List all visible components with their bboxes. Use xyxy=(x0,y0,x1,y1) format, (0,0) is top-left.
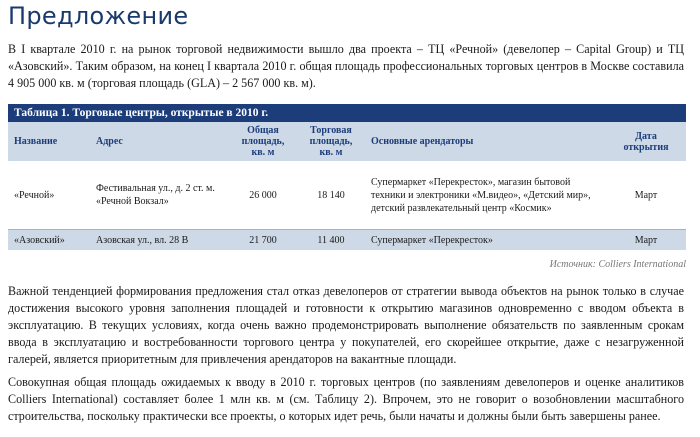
cell-date: Март xyxy=(606,230,686,250)
table-header-row xyxy=(8,122,686,161)
table-source: Источник: Colliers International xyxy=(549,259,686,270)
cell-tenants: Супермаркет «Перекресток», магазин бытовой техники и электроники «М.видео», «Детский мир», детский развлекательный центр «Космик» xyxy=(371,176,591,214)
cell-date: Март xyxy=(634,189,658,201)
cell-address: Азовская ул., вл. 28 В xyxy=(90,230,229,250)
column-header-address: Адрес xyxy=(90,122,229,161)
shopping-centers-table xyxy=(8,104,686,250)
intro-paragraph: В I квартале 2010 г. на рынок торговой недвижимости вышло два проекта – ТЦ «Речной» (девелопер – Capital Group) и ТЦ «Азовский». Таким образом, на конец I квартала 2010 г. общая площадь профессиональных торговых центров в Москве составила 4 905 000 кв. м (торговая площадь (GLA) – 2 567 000 кв. м). xyxy=(8,42,684,90)
cell-address: Фестивальная ул., д. 2 ст. м. «Речной Вокзал» xyxy=(96,183,215,207)
cell-trade-area: 11 400 xyxy=(297,230,365,250)
column-header-name: Название xyxy=(8,122,90,161)
forecast-paragraph: Совокупная общая площадь ожидаемых к вводу в 2010 г. торговых центров (по заявлениям девелоперов и оценке аналитиков Colliers International) составляет более 1 млн кв. м (см. Таблицу 2). Впрочем, это не говорит о возобновлении масштабного строительства, поскольку практически все проекты, о которых идет речь, были начаты и должны были быть завершены ранее. xyxy=(8,375,684,423)
table-row xyxy=(8,230,686,250)
cell-total-area: 26 000 xyxy=(249,189,277,201)
column-header-tenants: Основные арендаторы xyxy=(365,122,606,161)
section-title: Предложение xyxy=(8,2,189,30)
cell-name: «Азовский» xyxy=(8,230,90,250)
table-caption: Таблица 1. Торговые центры, открытые в 2010 г. xyxy=(8,104,686,122)
column-header-date: Дата открытия xyxy=(606,122,686,161)
cell-total-area: 21 700 xyxy=(229,230,297,250)
column-header-total-area: Общая площадь, кв. м xyxy=(229,122,297,161)
cell-trade-area: 18 140 xyxy=(317,189,345,201)
table-caption-row xyxy=(8,104,686,122)
trend-paragraph: Важной тенденцией формирования предложения стал отказ девелоперов от стратегии вывода объектов на рынок только в случае достижения высокого уровня заполнения площадей и готовности к открытию магазинов одновременно с вводом объекта в эксплуатацию. В текущих условиях, когда очень важно продемонстрировать выполнение обязательств по заявленным срокам ввода в эксплуатацию и востребованности торгового центра у покупателей, его скорейшее открытие, даже с незагруженной галерей, является приоритетным для привлечения арендаторов на вакантные площади. xyxy=(8,284,684,366)
table-row xyxy=(8,161,686,229)
cell-tenants: Супермаркет «Перекресток» xyxy=(365,230,606,250)
cell-name: «Речной» xyxy=(14,189,55,201)
column-header-trade-area: Торговая площадь, кв. м xyxy=(297,122,365,161)
